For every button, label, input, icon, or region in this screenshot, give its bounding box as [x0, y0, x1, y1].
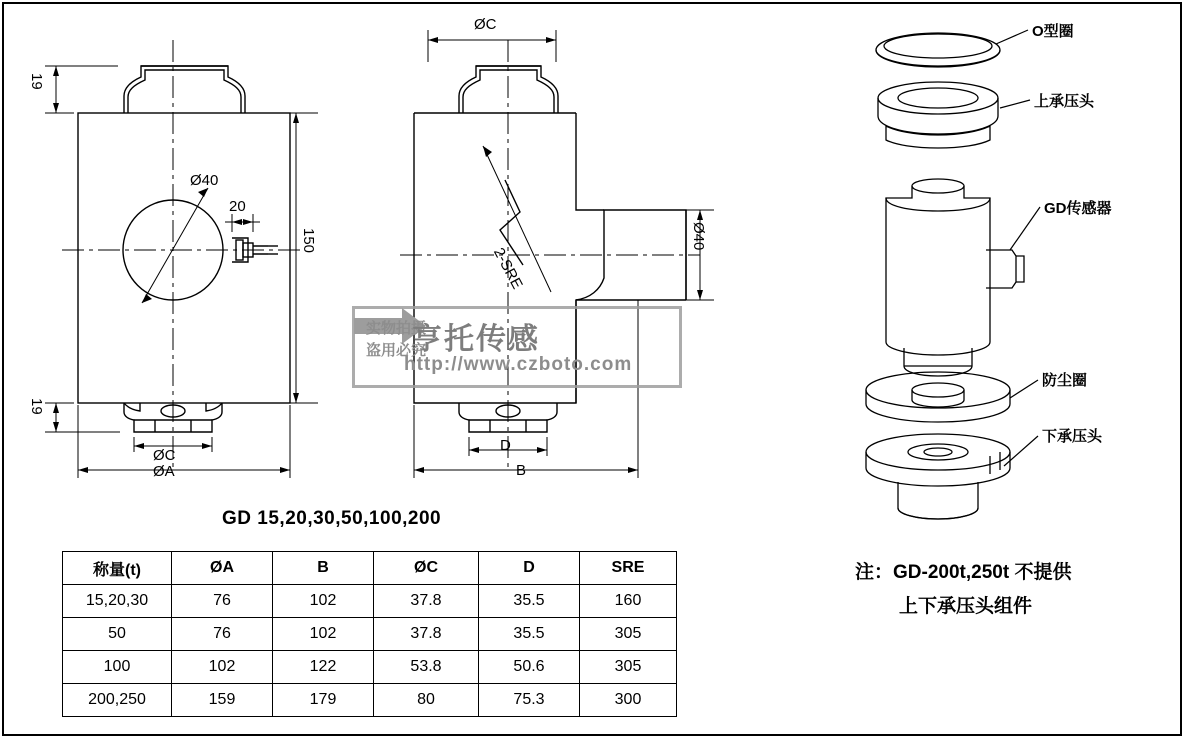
table-cell: 80 [374, 684, 479, 717]
table-header-cell: SRE [580, 552, 677, 585]
table-cell: 35.5 [479, 618, 580, 651]
spec-table [62, 551, 677, 717]
table-row [63, 585, 677, 618]
table-row [63, 618, 677, 651]
table-cell: 305 [580, 618, 677, 651]
table-cell: 102 [273, 618, 374, 651]
table-cell: 53.8 [374, 651, 479, 684]
table-cell: 102 [273, 585, 374, 618]
table-cell: 159 [172, 684, 273, 717]
table-cell: 50 [63, 618, 172, 651]
table-cell: 50.6 [479, 651, 580, 684]
dim-oa: ØA [153, 463, 175, 480]
table-cell: 160 [580, 585, 677, 618]
table-row [63, 651, 677, 684]
watermark-url: http://www.czboto.com [404, 354, 633, 375]
table-cell: 200,250 [63, 684, 172, 717]
watermark [352, 306, 682, 388]
dim-top-19: 19 [28, 73, 45, 90]
table-header-cell: 称量(t) [63, 552, 172, 585]
label-dust-ring: 防尘圈 [1042, 372, 1088, 389]
dim-b: B [516, 462, 527, 479]
dim-cable-20: 20 [229, 198, 246, 215]
table-cell: 76 [172, 618, 273, 651]
table-header-cell: D [479, 552, 580, 585]
note-line-2: 上下承压头组件 [899, 596, 1033, 617]
label-lower-head: 下承压头 [1042, 428, 1103, 445]
table-cell: 76 [172, 585, 273, 618]
label-upper-head: 上承压头 [1034, 93, 1095, 110]
table-header-cell: ØC [374, 552, 479, 585]
model-title: GD 15,20,30,50,100,200 [222, 508, 442, 529]
table-cell: 122 [273, 651, 374, 684]
dim-bottom-19: 19 [28, 398, 45, 415]
table-header-cell: B [273, 552, 374, 585]
table-cell: 37.8 [374, 585, 479, 618]
dim-2-sre: 2-SRE [489, 245, 526, 292]
table-cell: 37.8 [374, 618, 479, 651]
table-cell: 35.5 [479, 585, 580, 618]
table-cell: 300 [580, 684, 677, 717]
note-block [855, 556, 1071, 624]
dim-height-150: 150 [300, 228, 317, 254]
watermark-line-1: 实物拍摄 [366, 320, 427, 337]
table-cell: 75.3 [479, 684, 580, 717]
dim-circle-40: Ø40 [190, 172, 219, 189]
watermark-brand: 亨托传感 [412, 323, 540, 356]
dim-o40-right: Ø40 [690, 222, 707, 251]
watermark-line-2: 盗用必究 [366, 342, 427, 359]
label-oring: O型圈 [1032, 23, 1074, 40]
dim-oc-top: ØC [474, 16, 497, 33]
table-cell: 15,20,30 [63, 585, 172, 618]
label-sensor: GD传感器 [1044, 200, 1112, 217]
table-row [63, 684, 677, 717]
table-header-row [63, 552, 677, 585]
dim-d: D [500, 437, 511, 454]
table-cell: 100 [63, 651, 172, 684]
dim-oc: ØC [153, 447, 176, 464]
table-cell: 305 [580, 651, 677, 684]
table-cell: 102 [172, 651, 273, 684]
table-cell: 179 [273, 684, 374, 717]
note-line-1: 注：GD-200t,250t 不提供 [855, 562, 1072, 583]
table-header-cell: ØA [172, 552, 273, 585]
